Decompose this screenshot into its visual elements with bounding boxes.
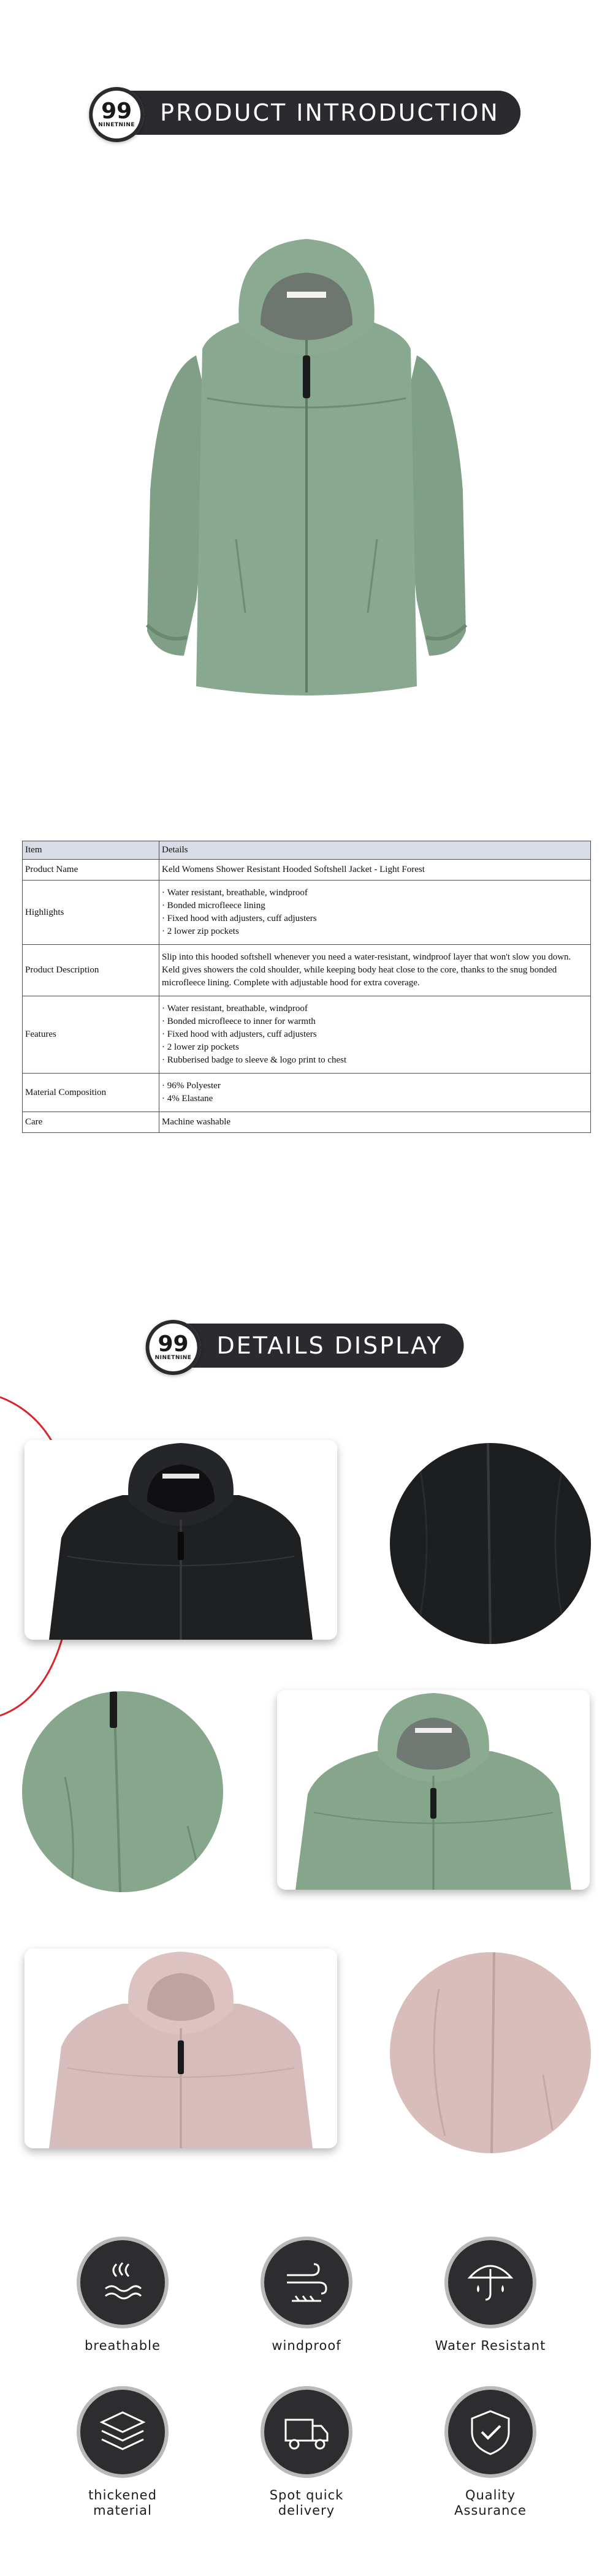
windproof-icon [264, 2240, 349, 2325]
delivery-truck-icon [264, 2390, 349, 2474]
feature-label: Quality Assurance [454, 2488, 527, 2518]
row-value [159, 1074, 591, 1112]
list-item: · 2 lower zip pockets [162, 1041, 588, 1054]
feature-breathable [49, 2240, 196, 2354]
row-value [159, 881, 591, 945]
feature-label: thickened material [88, 2488, 157, 2518]
product-spec-table [22, 841, 591, 1133]
row-key: Product Name [23, 860, 159, 881]
row-key: Product Description [23, 945, 159, 996]
logo-number: 99 [158, 1332, 189, 1357]
row-key: Highlights [23, 881, 159, 945]
list-item: · 96% Polyester [162, 1080, 588, 1093]
table-row [23, 881, 591, 945]
brand-logo [89, 87, 144, 142]
detail-circle-green-zoom [22, 1691, 223, 1892]
feature-label: Spot quick delivery [269, 2488, 344, 2518]
feature-label: windproof [272, 2338, 341, 2353]
feature-label: Water Resistant [435, 2338, 546, 2353]
feature-windproof [233, 2240, 380, 2354]
list-item: · Water resistant, breathable, windproof [162, 887, 588, 900]
table-header-item: Item [23, 841, 159, 860]
feature-quality-assurance [417, 2390, 564, 2518]
feature-label: breathable [85, 2338, 161, 2353]
layers-icon [80, 2390, 165, 2474]
logo-word: NINETNINE [98, 122, 135, 128]
breathable-icon [80, 2240, 165, 2325]
list-item: · Fixed hood with adjusters, cuff adjusters [162, 1028, 588, 1041]
list-item: · Fixed hood with adjusters, cuff adjusters [162, 912, 588, 925]
section-title-intro: PRODUCT INTRODUCTION [93, 91, 520, 135]
logo-word: NINETNINE [154, 1355, 192, 1361]
table-row [23, 996, 591, 1074]
water-resistant-icon [448, 2240, 533, 2325]
table-row [23, 860, 591, 881]
detail-card-black-jacket [25, 1440, 337, 1640]
row-key: Material Composition [23, 1074, 159, 1112]
table-row [23, 1112, 591, 1133]
row-value [159, 996, 591, 1074]
row-value: Slip into this hooded softshell whenever you need a water-resistant, windproof layer that won't slow you down. Keld gives showers the cold shoulder, while keeping body heat close to the core, thanks to the snug bonded microfleece lining. Complete with adjustable hood for extra coverage. [159, 945, 591, 996]
table-header-details: Details [159, 841, 591, 860]
shield-check-icon [448, 2390, 533, 2474]
section-title-details: DETAILS DISPLAY [150, 1324, 464, 1368]
product-introduction-header [93, 91, 520, 135]
row-key: Features [23, 996, 159, 1074]
detail-card-green-jacket [277, 1690, 590, 1890]
brand-logo [146, 1320, 201, 1375]
list-item: · Rubberised badge to sleeve & logo print to chest [162, 1054, 588, 1067]
table-row [23, 945, 591, 996]
feature-thickened-material [49, 2390, 196, 2518]
list-item: · Water resistant, breathable, windproof [162, 1002, 588, 1015]
details-display-header [150, 1324, 464, 1368]
list-item: · Bonded microfleece to inner for warmth [162, 1015, 588, 1028]
row-value: Keld Womens Shower Resistant Hooded Softshell Jacket - Light Forest [159, 860, 591, 881]
feature-quick-delivery [233, 2390, 380, 2518]
detail-circle-black-zoom [390, 1443, 591, 1644]
feature-water-resistant [417, 2240, 564, 2354]
detail-circle-pink-zoom [390, 1952, 591, 2153]
row-value: Machine washable [159, 1112, 591, 1133]
list-item: · 4% Elastane [162, 1093, 588, 1105]
product-hero-image [123, 233, 490, 711]
table-header-row [23, 841, 591, 860]
detail-card-pink-jacket [25, 1949, 337, 2148]
row-key: Care [23, 1112, 159, 1133]
logo-number: 99 [101, 99, 132, 124]
table-row [23, 1074, 591, 1112]
list-item: · 2 lower zip pockets [162, 925, 588, 938]
list-item: · Bonded microfleece lining [162, 900, 588, 912]
